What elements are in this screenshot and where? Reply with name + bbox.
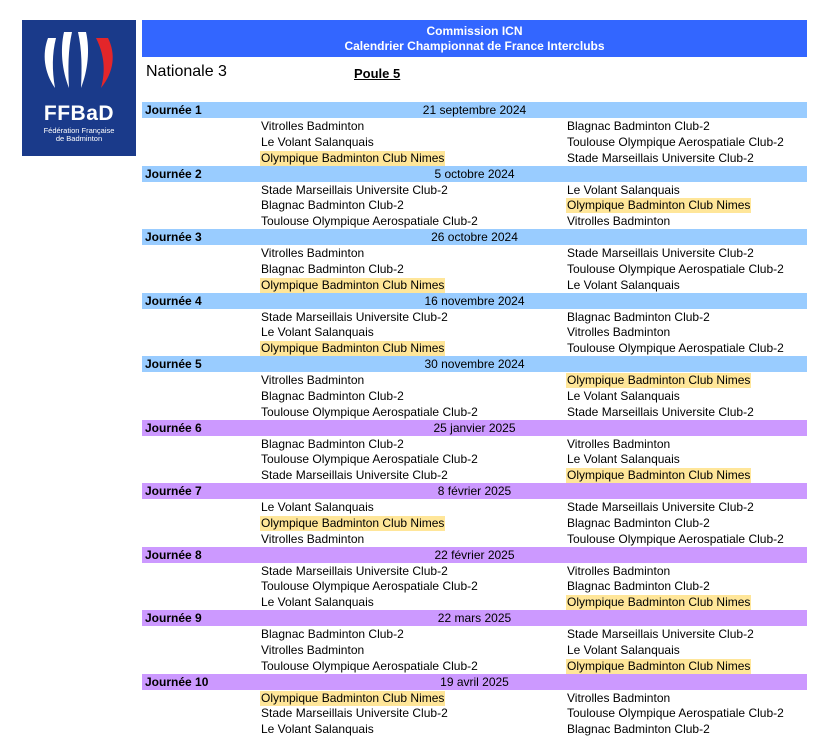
home-team: Le Volant Salanquais [261,325,374,340]
away-team: Stade Marseillais Universite Club-2 [567,150,754,165]
away-team: Blagnac Badminton Club-2 [567,309,710,324]
home-team: Le Volant Salanquais [261,500,374,514]
away-team: Stade Marseillais Universite Club-2 [567,500,754,514]
away-team: Vitrolles Badminton [567,436,671,451]
away-team: Toulouse Olympique Aerospatiale Club-2 [567,531,784,546]
home-team: Le Volant Salanquais [261,595,374,610]
away-team: Olympique Badminton Club Nimes [567,198,751,213]
away-team: Stade Marseillais Universite Club-2 [567,246,754,260]
away-team: Toulouse Olympique Aerospatiale Club-2 [567,261,784,276]
away-team: Olympique Badminton Club Nimes [567,468,751,483]
away-team: Vitrolles Badminton [567,690,671,705]
away-team: Le Volant Salanquais [567,182,680,197]
home-team: Toulouse Olympique Aerospatiale Club-2 [261,452,478,467]
away-team: Toulouse Olympique Aerospatiale Club-2 [567,341,784,356]
home-team: Olympique Badminton Club Nimes [261,150,445,165]
journee-header [142,610,807,626]
journee-label: Journée 3 [145,230,202,244]
away-team: Le Volant Salanquais [567,452,680,467]
journee-date: 22 mars 2025 [437,611,512,625]
away-team: Olympique Badminton Club Nimes [567,595,751,610]
home-team: Stade Marseillais Universite Club-2 [261,706,448,721]
home-team: Blagnac Badminton Club-2 [261,261,404,276]
feather-icon [22,20,136,100]
home-team: Olympique Badminton Club Nimes [261,690,445,705]
away-team: Stade Marseillais Universite Club-2 [567,404,754,419]
home-team: Stade Marseillais Universite Club-2 [261,309,448,324]
home-team: Le Volant Salanquais [261,722,374,737]
journee-label: Journée 7 [145,484,202,498]
journee-label: Journée 10 [145,674,209,689]
home-team: Blagnac Badminton Club-2 [261,198,404,213]
header-banner [142,20,807,57]
header-subtitle: Calendrier Championnat de France Interclubs [344,39,605,53]
away-team: Toulouse Olympique Aerospatiale Club-2 [567,706,784,721]
logo-subtitle-1: Fédération Française [43,126,115,135]
journee-date: 26 octobre 2024 [431,230,518,244]
home-team: Blagnac Badminton Club-2 [261,388,404,403]
away-team: Blagnac Badminton Club-2 [567,722,710,737]
journee-date: 25 janvier 2025 [433,420,516,435]
home-team: Stade Marseillais Universite Club-2 [261,563,448,578]
journee-header [142,293,807,309]
journee-date: 8 février 2025 [437,484,512,498]
away-team: Toulouse Olympique Aerospatiale Club-2 [567,134,784,149]
division-title: Nationale 3 [146,63,227,80]
header-title: Commission ICN [426,24,523,38]
journee-header [142,674,807,690]
journee-date: 19 avril 2025 [440,674,509,689]
journee-label: Journée 8 [145,547,202,562]
away-team: Olympique Badminton Club Nimes [567,658,751,673]
away-team: Blagnac Badminton Club-2 [567,515,710,530]
journee-date: 16 novembre 2024 [424,293,525,308]
logo-subtitle-2: de Badminton [55,134,103,143]
journee-label: Journée 5 [145,357,202,371]
home-team: Vitrolles Badminton [261,119,365,133]
away-team: Vitrolles Badminton [567,325,671,340]
home-team: Olympique Badminton Club Nimes [261,341,445,356]
away-team: Vitrolles Badminton [567,563,671,578]
journee-header [142,102,807,118]
journee-header [142,420,807,436]
away-team: Le Volant Salanquais [567,277,680,292]
home-team: Blagnac Badminton Club-2 [261,627,404,641]
journee-header [142,166,807,182]
poule-title: Poule 5 [354,66,401,81]
home-team: Vitrolles Badminton [261,246,365,260]
journee-date: 22 février 2025 [434,547,515,562]
journee-label: Journée 6 [145,420,202,435]
away-team: Le Volant Salanquais [567,388,680,403]
away-team: Le Volant Salanquais [567,642,680,657]
logo-brand: FFBaD [43,102,115,125]
home-team: Vitrolles Badminton [261,642,365,657]
away-team: Stade Marseillais Universite Club-2 [567,627,754,641]
home-team: Blagnac Badminton Club-2 [261,436,404,451]
home-team: Vitrolles Badminton [261,373,365,387]
journee-header [142,356,807,372]
journee-date: 5 octobre 2024 [434,166,515,181]
journee-label: Journée 4 [145,293,202,308]
away-team: Blagnac Badminton Club-2 [567,119,710,133]
home-team: Stade Marseillais Universite Club-2 [261,468,448,483]
home-team: Stade Marseillais Universite Club-2 [261,182,448,197]
journee-header [142,229,807,245]
home-team: Toulouse Olympique Aerospatiale Club-2 [261,214,478,229]
home-team: Olympique Badminton Club Nimes [261,277,445,292]
home-team: Le Volant Salanquais [261,134,374,149]
journee-header [142,483,807,499]
journee-label: Journée 1 [145,103,202,117]
journee-header [142,547,807,563]
home-team: Vitrolles Badminton [261,531,365,546]
ffbad-logo [22,20,136,156]
away-team: Blagnac Badminton Club-2 [567,579,710,594]
away-team: Vitrolles Badminton [567,214,671,229]
home-team: Olympique Badminton Club Nimes [261,515,445,530]
journee-label: Journée 2 [145,166,202,181]
journee-date: 30 novembre 2024 [424,357,525,371]
home-team: Toulouse Olympique Aerospatiale Club-2 [261,658,478,673]
away-team: Olympique Badminton Club Nimes [567,373,751,387]
journee-label: Journée 9 [145,611,202,625]
home-team: Toulouse Olympique Aerospatiale Club-2 [261,579,478,594]
journee-date: 21 septembre 2024 [422,103,527,117]
home-team: Toulouse Olympique Aerospatiale Club-2 [261,404,478,419]
